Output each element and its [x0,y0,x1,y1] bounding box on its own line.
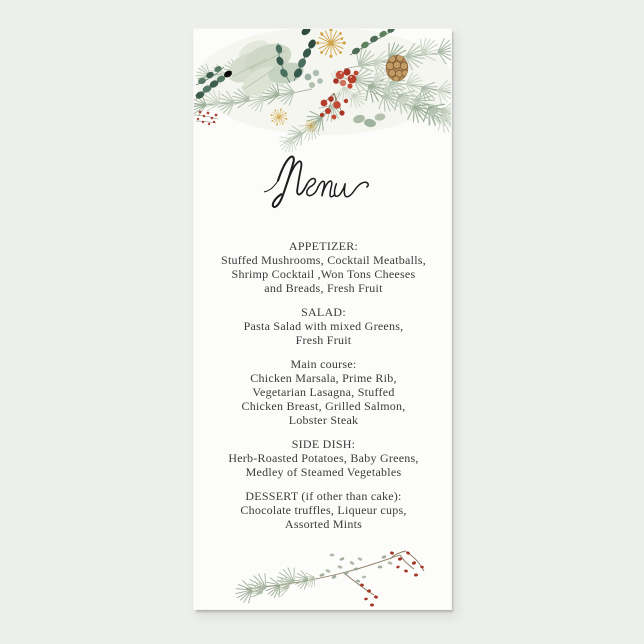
menu-line: and Breads, Fresh Fruit [264,281,383,295]
section-title: APPETIZER: [288,239,359,253]
menu-script-text [262,151,382,215]
menu-section-appetizer [194,239,452,295]
menu-line: Fresh Fruit [295,333,352,347]
menu-section-salad [194,305,452,347]
menu-line: Stuffed Mushrooms, Cocktail Meatballs, [221,253,426,267]
menu-line: Vegetarian Lasagna, Stuffed [252,385,395,399]
menu-line: Lobster Steak [288,413,359,427]
section-title: SIDE DISH: [291,437,356,451]
menu-line: Herb-Roasted Potatoes, Baby Greens, [228,451,419,465]
menu-line: Assorted Mints [284,517,363,531]
menu-line: Shrimp Cocktail ,Won Tons Cheeses [231,267,416,281]
sprig-leaves [319,553,393,583]
sprig-berries [360,551,424,607]
section-title: SALAD: [301,305,346,319]
menu-line: Medley of Steamed Vegetables [245,465,402,479]
menu-section-dessert [194,489,452,531]
bottom-floral-arrangement [194,547,452,610]
sprig-needles [232,563,319,606]
section-title: Main course: [290,357,357,371]
menu-line: Chicken Breast, Grilled Salmon, [241,399,406,413]
menu-section-main-course [194,357,452,427]
menu-line: Chicken Marsala, Prime Rib, [250,371,397,385]
section-title: DESSERT (if other than cake): [245,489,402,503]
menu-heading [262,151,382,215]
menu-section-side-dish [194,437,452,479]
menu-sections [194,239,452,541]
menu-line: Pasta Salad with mixed Greens, [243,319,404,333]
menu-card [193,28,452,610]
menu-line: Chocolate truffles, Liqueur cups, [240,503,407,517]
top-floral-arrangement [194,29,452,157]
red-berries-left [194,111,218,126]
